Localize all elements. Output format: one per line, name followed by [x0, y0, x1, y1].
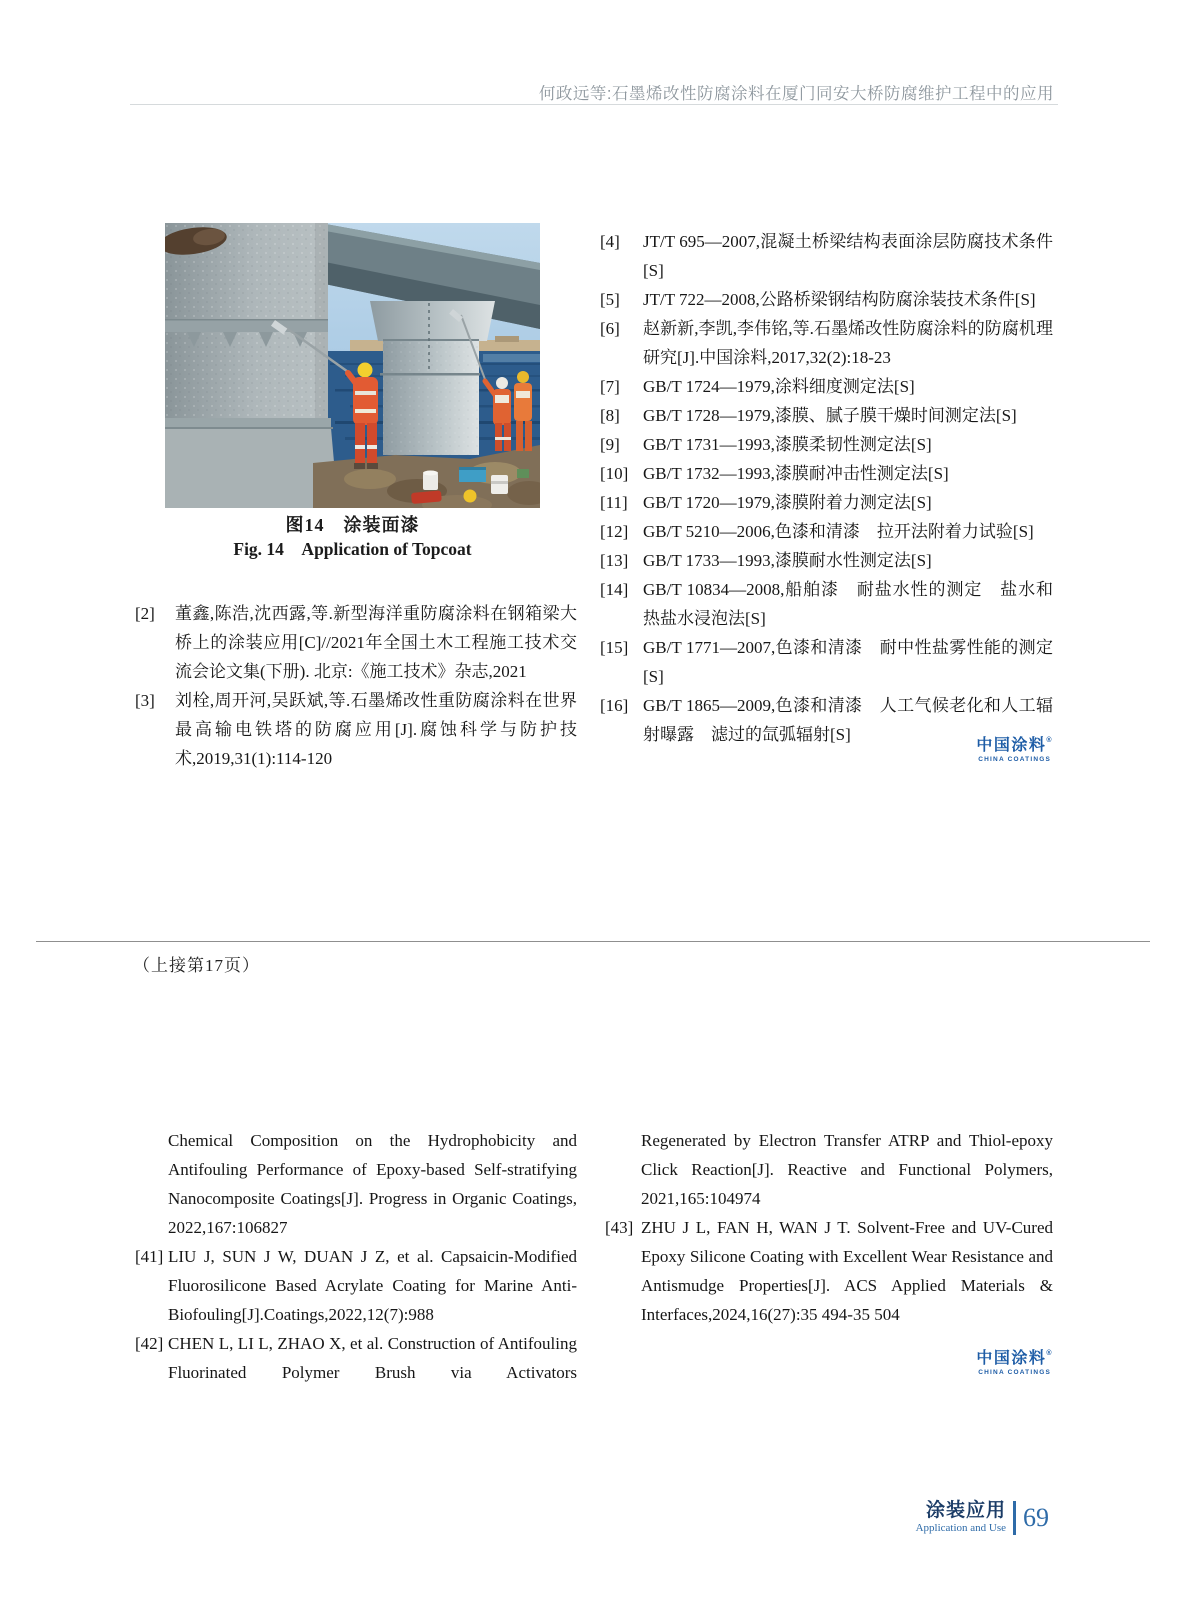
reference-item — [600, 575, 1053, 633]
reference-label: [7] — [600, 377, 620, 396]
reference-item — [135, 1126, 577, 1242]
reference-text: ZHU J L, FAN H, WAN J T. Solvent-Free and UV-Cured Epoxy Silicone Coating with Excellent Wear Resistance and Antismudge Properties[J]. ACS Applied Materials & Interfaces,2024,16(27):35 494-35 504 — [641, 1218, 1053, 1324]
reference-text: GB/T 1720—1979,漆膜附着力测定法[S] — [643, 493, 932, 512]
figure-caption-en: Fig. 14 Application of Topcoat — [233, 539, 472, 559]
header-rule — [130, 104, 1058, 105]
reference-text: Regenerated by Electron Transfer ATRP and Thiol-epoxy Click Reaction[J]. Reactive and Functional Polymers, 2021,165:104974 — [641, 1131, 1053, 1208]
reference-label: [42] — [135, 1334, 164, 1353]
reference-text: 赵新新,李凯,李伟铭,等.石墨烯改性防腐涂料的防腐机理研究[J].中国涂料,2017,32(2):18-23 — [643, 319, 1053, 367]
references-column-bottom-right — [605, 1126, 1053, 1329]
reference-label: [16] — [600, 696, 629, 715]
reference-text: GB/T 5210—2006,色漆和清漆 拉开法附着力试验[S] — [643, 522, 1034, 541]
china-coatings-logo-en: CHINA COATINGS — [978, 755, 1052, 763]
reference-item — [600, 285, 1053, 314]
reference-item — [600, 372, 1053, 401]
reference-text: GB/T 1865—2009,色漆和清漆 人工气候老化和人工辐射曝露 滤过的氙弧辐射[S] — [643, 696, 1053, 744]
reference-label: [11] — [600, 493, 628, 512]
reference-label: [10] — [600, 464, 629, 483]
reference-label: [2] — [135, 604, 155, 623]
references-column-bottom-left — [135, 1126, 577, 1387]
reference-label: [13] — [600, 551, 629, 570]
reference-item — [135, 599, 577, 686]
reference-text: GB/T 1733—1993,漆膜耐水性测定法[S] — [643, 551, 932, 570]
registered-mark: ® — [1046, 1350, 1053, 1357]
reference-item — [135, 686, 577, 773]
reference-text: JT/T 695—2007,混凝土桥梁结构表面涂层防腐技术条件[S] — [643, 232, 1053, 280]
reference-item — [600, 430, 1053, 459]
page-footer — [916, 1501, 1049, 1535]
reference-label: [4] — [600, 232, 620, 251]
china-coatings-logo-zh: 中国涂料® — [976, 737, 1053, 754]
china-coatings-logo — [976, 1350, 1053, 1376]
reference-text: LIU J, SUN J W, DUAN J Z, et al. Capsaicin-Modified Fluorosilicone Based Acrylate Coating for Marine Anti-Biofouling[J].Coatings,2022,12(7):988 — [168, 1247, 577, 1324]
china-coatings-logo-en: CHINA COATINGS — [978, 1368, 1052, 1376]
reference-label: [12] — [600, 522, 629, 541]
reference-item — [605, 1126, 1053, 1213]
references-column-top-left — [135, 599, 577, 773]
reference-text: GB/T 1771—2007,色漆和清漆 耐中性盐雾性能的测定[S] — [643, 638, 1053, 686]
running-title: 何政远等:石墨烯改性防腐涂料在厦门同安大桥防腐维护工程中的应用 — [538, 85, 1054, 103]
reference-text: GB/T 1728—1979,漆膜、腻子膜干燥时间测定法[S] — [643, 406, 1017, 425]
reference-text: GB/T 10834—2008,船舶漆 耐盐水性的测定 盐水和热盐水浸泡法[S] — [643, 580, 1053, 628]
figure-photo — [165, 223, 540, 508]
reference-item — [135, 1242, 577, 1329]
china-coatings-logo — [976, 737, 1053, 763]
reference-item — [600, 633, 1053, 691]
reference-label: [9] — [600, 435, 620, 454]
reference-label: [5] — [600, 290, 620, 309]
china-coatings-logo-zh: 中国涂料® — [976, 1350, 1053, 1367]
reference-item — [605, 1213, 1053, 1329]
reference-text: GB/T 1724—1979,涂料细度测定法[S] — [643, 377, 915, 396]
reference-text: CHEN L, LI L, ZHAO X, et al. Construction of Antifouling Fluorinated Polymer Brush via Activators — [168, 1334, 577, 1382]
reference-text: GB/T 1731—1993,漆膜柔韧性测定法[S] — [643, 435, 932, 454]
reference-item — [600, 488, 1053, 517]
reference-label: [15] — [600, 638, 629, 657]
reference-item — [600, 314, 1053, 372]
reference-item — [600, 517, 1053, 546]
reference-text: 刘栓,周开河,吴跃斌,等.石墨烯改性重防腐涂料在世界最高输电铁塔的防腐应用[J].腐蚀科学与防护技术,2019,31(1):114-120 — [175, 691, 577, 768]
continued-from-note: （上接第17页） — [133, 956, 260, 975]
reference-item — [135, 1329, 577, 1387]
reference-text: JT/T 722—2008,公路桥梁钢结构防腐涂装技术条件[S] — [643, 290, 1036, 309]
reference-item — [600, 459, 1053, 488]
reference-label: [3] — [135, 691, 155, 710]
footer-section-en: Application and Use — [915, 1521, 1006, 1534]
footer-divider-bar — [1013, 1501, 1016, 1535]
footer-section-titles — [916, 1501, 1006, 1535]
reference-text: GB/T 1732—1993,漆膜耐冲击性测定法[S] — [643, 464, 949, 483]
figure-caption-zh: 图14 涂装面漆 — [285, 515, 420, 535]
reference-item — [600, 546, 1053, 575]
references-column-top-right — [600, 227, 1053, 749]
reference-label: [41] — [135, 1247, 164, 1266]
section-divider-rule — [36, 941, 1150, 942]
registered-mark: ® — [1046, 737, 1053, 744]
page-number: 69 — [1023, 1503, 1049, 1533]
reference-label: [14] — [600, 580, 629, 599]
reference-label: [6] — [600, 319, 620, 338]
reference-item — [600, 401, 1053, 430]
reference-label: [8] — [600, 406, 620, 425]
reference-text: Chemical Composition on the Hydrophobicity and Antifouling Performance of Epoxy-based Self-stratifying Nanocomposite Coatings[J]. Progress in Organic Coatings, 2022,167:106827 — [168, 1131, 577, 1237]
footer-section-zh: 涂装应用 — [925, 1500, 1006, 1521]
reference-label: [43] — [605, 1218, 634, 1237]
reference-item — [600, 227, 1053, 285]
reference-text: 董鑫,陈浩,沈西露,等.新型海洋重防腐涂料在钢箱梁大桥上的涂装应用[C]//2021年全国土木工程施工技术交流会论文集(下册). 北京:《施工技术》杂志,2021 — [175, 604, 577, 681]
